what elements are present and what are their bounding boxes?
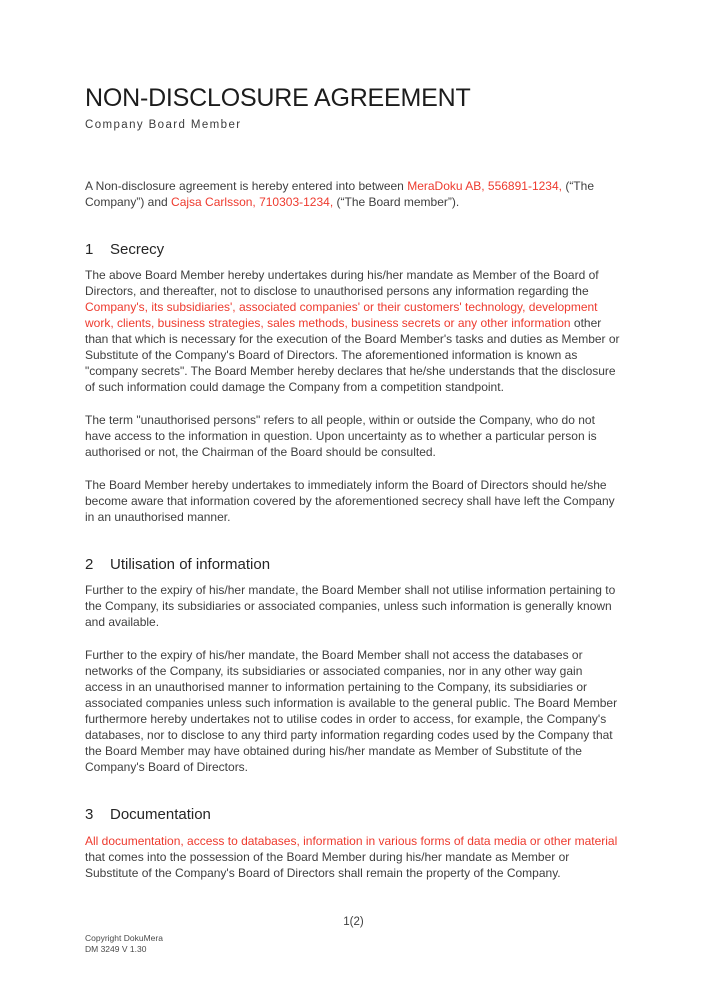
text-segment: (“The Board member”). xyxy=(333,194,460,209)
text-segment: Cajsa Carlsson, 710303-1234, xyxy=(171,194,334,209)
page-number: 1(2) xyxy=(343,916,364,928)
page-subtitle: Company Board Member xyxy=(85,118,242,131)
section-heading xyxy=(85,806,622,823)
paragraph xyxy=(85,833,622,881)
section-heading xyxy=(85,241,622,258)
text-segment: that comes into the possession of the Board Member during his/her mandate as Member or Substitute of the Company's Board of Directors shall remain the property of the Company. xyxy=(85,849,570,880)
text-segment: (“The Company”) and xyxy=(85,178,594,209)
text-segment: Further to the expiry of his/her mandate, the Board Member shall not access the databases or networks of the Company, its subsidiaries or associated companies, nor in any other way gain access in an unauthorised manner to information pertaining to the Company, its subsidiaries or associated companies unless such information is available to the general public. The Board Member furthermore hereby undertakes not to utilise codes in order to access, for example, the Company's databases, nor to disclose to any third party information regarding codes used by the Company that the Board Member may have obtained during his/her mandate as Member of Substitute of the Company's Board of Directors. xyxy=(85,648,618,775)
section-title: Documentation xyxy=(110,806,211,824)
paragraph xyxy=(85,412,622,460)
text-segment: The above Board Member hereby undertakes during his/her mandate as Member of the Board of Directors, and thereafter, not to disclose to unauthorised persons any information regarding the xyxy=(85,268,599,298)
text-segment: A Non-disclosure agreement is hereby entered into between xyxy=(85,178,408,193)
copyright-block xyxy=(85,933,163,954)
text-segment: Further to the expiry of his/her mandate, the Board Member shall not utilise information pertaining to the Company, its subsidiaries or associated companies, unless such information is generally known and available. xyxy=(85,583,616,630)
page-title: NON-DISCLOSURE AGREEMENT xyxy=(85,84,471,112)
document-section xyxy=(85,556,622,775)
section-title: Utilisation of information xyxy=(110,556,271,573)
sections-container xyxy=(85,241,622,881)
section-title: Secrecy xyxy=(110,240,165,258)
text-segment: The term "unauthorised persons" refers to all people, within or outside the Company, who do not have access to the information in question. Upon uncertainty as to whether a particular person is authorised or not, the Chairman of the Board should be consulted. xyxy=(85,413,597,459)
paragraph xyxy=(85,647,622,775)
copyright-line-2: DM 3249 V 1.30 xyxy=(85,943,147,954)
document-section xyxy=(85,241,622,525)
text-segment: MeraDoku AB, 556891-1234, xyxy=(407,178,562,193)
section-heading xyxy=(85,556,622,573)
document-content xyxy=(85,84,622,898)
section-number: 2 xyxy=(85,556,94,573)
intro-paragraph xyxy=(85,178,622,210)
section-number: 1 xyxy=(85,240,94,258)
text-segment: The Board Member hereby undertakes to immediately inform the Board of Directors should he/she become aware that information covered by the aforementioned secrecy shall have left the Company in an unauthorised manner. xyxy=(85,478,615,524)
paragraph xyxy=(85,477,622,525)
paragraph xyxy=(85,267,622,395)
text-segment: other than that which is necessary for the execution of the Board Member's tasks and duties as Member or Substitute of the Company's Board of Directors. The aforementioned information is known as "company secrets". The Board Member hereby declares that he/she understands that the disclosure of such information could damage the Company from a competition standpoint. xyxy=(85,316,620,394)
copyright-line-1: Copyright DokuMera xyxy=(85,933,163,943)
section-number: 3 xyxy=(85,806,94,824)
text-segment: All documentation, access to databases, information in various forms of data media or other material xyxy=(85,833,618,848)
document-section xyxy=(85,806,622,880)
paragraph xyxy=(85,582,622,630)
text-segment: Company's, its subsidiaries', associated companies' or their customers' technology, development work, clients, business strategies, sales methods, business secrets or any other information xyxy=(85,300,598,330)
